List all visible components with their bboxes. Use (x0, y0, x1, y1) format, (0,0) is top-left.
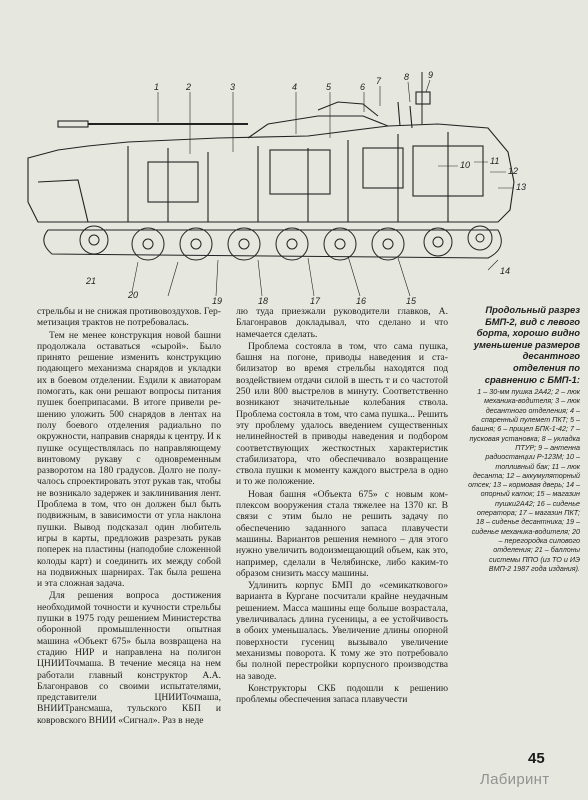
text-column-middle (236, 306, 448, 705)
callout-15: 15 (406, 296, 417, 304)
callout-5: 5 (326, 82, 332, 92)
callout-16: 16 (356, 296, 367, 304)
callout-18: 18 (258, 296, 269, 304)
callout-7: 7 (376, 76, 382, 86)
paragraph: Тем не менее конструкция новой башни продолжала оставаться «сырой». Было принято решение изменить конструкцию подающего механизма снарядов и укладки их в боевом отделении. Ездили к авиаторам помогать, как они решают вопросы питания пушек боеприпасами. В итоге привели решению уложить 500 снарядов в лентах на полу боевого отделения радиально по окружности, направив снаряды к центру. И к пушке осуществлялась по направляющему винтовому рукаву с одновременным разворотом на 180 градусов. Долго не получалось спроектировать этот рукав так, чтобы не возникало задержек и заклинивания лент. Проблема в том, что он должен был быть подвижным, в зависимости от угла наклона пушки. Вывод подсказал один любитель игры в карты, предложив разрезать рукав поперек на пластины (наподобие сложенной колоды карт) и соединить их между собой на подвижных шарнирах. Так была решена и эта сложная задача. (37, 329, 221, 590)
paragraph: Для решения вопроса достижения необходимой точности и кучности стрельбы пушки в 1975 году решением Министерства оборонной промышленности опытная машина «Объект 675» была возвращена на стадию НИР и направлена на полигон ЦНИИТочмаша. В течение месяца на нем работали главный конструктор А.А. Благонравов со своими испытателями, представители ЦНИИТочмаша, ВНИИТрансмаша, тульского КБП и ковровского ВНИИ «Сигнал». Раз в неде (37, 590, 221, 726)
caption-title: Продольный разрез БМП-2, вид с левого борта, хорошо видно уменьшение размеров десантного отделения по сравнению с БМП-1: (473, 304, 580, 385)
text-column-left (37, 306, 221, 726)
callout-10: 10 (460, 160, 471, 170)
callout-2: 2 (186, 82, 192, 92)
caption-legend: 1 – 30-мм пушка 2А42; 2 – люк механика-водителя; 3 – люк десантного отделения; 4 – спаренный пулемет ПКТ; 5 – башня; 6 – прицел БПК-1-42; 7 – пусковая установка; 8 – укладка ПТУР; 9 – антенна радиостанции Р-123М; 10 – топливный бак; 11 – люк десанта; 12 – аккумуляторный отсек; 13 – кормовая дверь; 14 – опорный каток; 15 – магазин пушки2А42; 16 – сиденье оператора; 17 – магазин ПКТ; 18 – сиденье десантника; 19 – сиденье механика-водителя; 20 – перегородка силового отделения; 21 – баллоны системы ППО (из ТО и ИЭ ВМП-2 1987 года издания). (468, 387, 580, 573)
paragraph: Конструкторы СКБ подошли к решению проблемы обеспечения запаса плавучести (236, 682, 448, 706)
callout-9: 9 (428, 70, 434, 80)
callout-19: 19 (212, 296, 223, 304)
callout-21: 21 (86, 276, 97, 286)
callout-1: 1 (154, 82, 160, 92)
page-number: 45 (528, 750, 545, 767)
paragraph: Удлинить корпус БМП до «семикаткового» варианта в Кургане посчитали крайне неудачным решением. Масса машины еще больше возрастала, увеличивалась длина гусеницы, а ее устойчивость в обоих уменьшалась. Увеличение длины опорной поверхности гусениц вызывало увеличение механизмы поворота. К тому же это потребовало бы полной перестройки корпусного производства на заводе. (236, 580, 448, 682)
callout-11: 11 (490, 156, 500, 166)
paragraph: стрельбы и не снижая противовоздухов. Герметизация трактов не потребовалась. (37, 306, 221, 329)
paragraph: лю туда приезжали руководители главков, А. Благонравов докладывал, что сделано и что намечается сделать. (236, 306, 448, 340)
callout-14: 14 (500, 266, 511, 276)
callout-8: 8 (404, 72, 410, 82)
cutaway-svg (18, 62, 570, 304)
watermark-logo: Лабиринт (480, 771, 550, 788)
callout-12: 12 (508, 166, 519, 176)
callout-17: 17 (310, 296, 321, 304)
figure-caption (468, 304, 580, 573)
paragraph: Новая башня «Объекта 675» с новым комплексом вооружения стала тяжелее на 1370 кг. В связи с этим было не решить задачу по обеспечению заданного запаса плавучести машины. Вариантов решения немного – для этого нужно увеличить водоизмещающий объем, как это, например, сделали в Челябинске, либо каким-то образом снизить массу машины. (236, 488, 448, 579)
callout-6: 6 (360, 82, 366, 92)
callout-13: 13 (516, 182, 527, 192)
paragraph: Проблема состояла в том, что сама пушка, башня на погоне, приводы наведения и стабилизатор во время стрельбы находятся под воздействием отдачи силой в шесть т и со частотой 250 или 800 выстрелов в минуту. Соответственно возникают значительные колебания ствола. Проблема состояла в том, что сама пушка... Решить эту проблему удалось введением существенных нелинейностей в приводы наведения и подбором соответствующих жесткостных характеристик стабилизатора, что обеспечивало возвращение ствола пушки к моменту каждого выстрела в одно и то же положение. (236, 340, 448, 488)
callout-3: 3 (230, 82, 236, 92)
bmp2-cutaway-drawing (18, 62, 570, 304)
callout-4: 4 (292, 82, 298, 92)
callout-20: 20 (128, 290, 139, 300)
